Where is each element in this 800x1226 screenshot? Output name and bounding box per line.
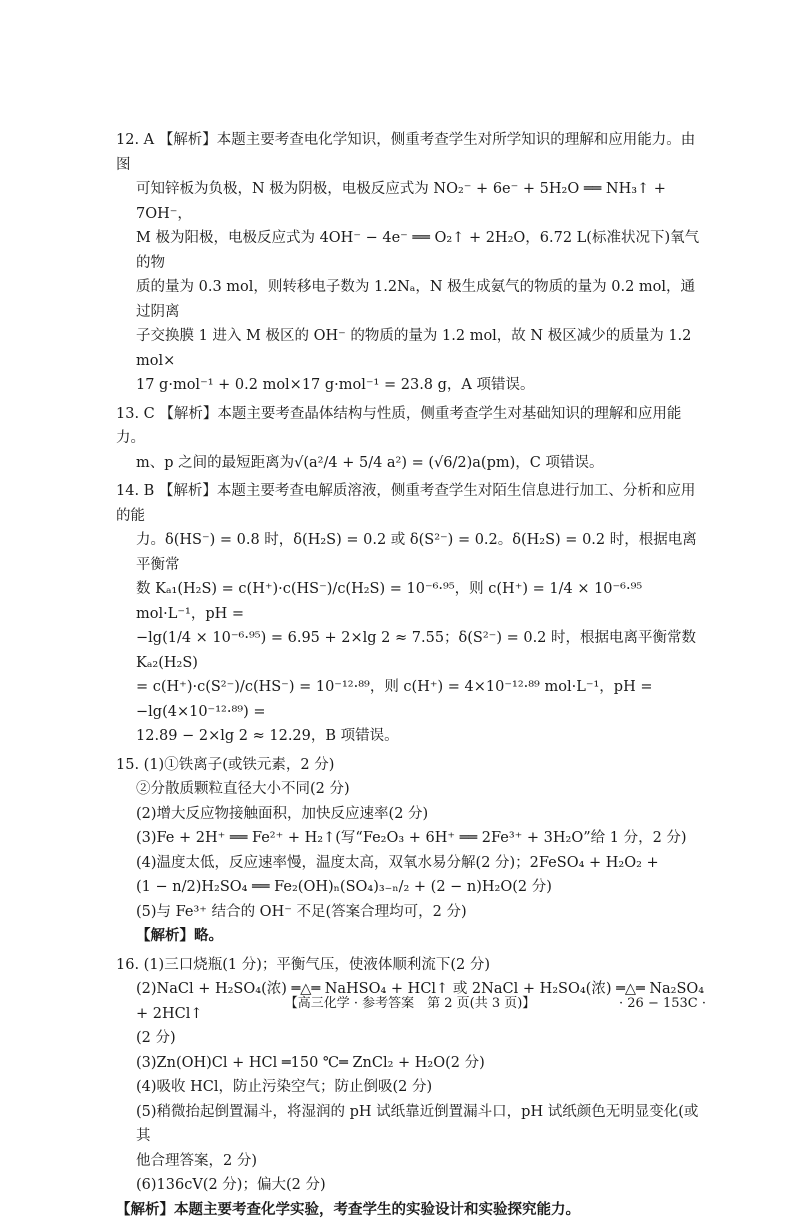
q16-line: (2)NaCl + H₂SO₄(浓) ═△═ NaHSO₄ + HCl↑ 或 2NaCl + H₂SO₄(浓) ═△═ Na₂SO₄ + 2HCl↑ xyxy=(136,981,705,1022)
q15-line: 15. (1)①铁离子(或铁元素，2 分) xyxy=(116,756,335,773)
q13-line: 13. C 【解析】本题主要考查晶体结构与性质，侧重考查学生对基础知识的理解和应用能力。 xyxy=(116,405,682,446)
q16-line: 16. (1)三口烧瓶(1 分)；平衡气压，使液体顺利流下(2 分) xyxy=(116,956,491,973)
question-12-answer xyxy=(116,128,706,398)
page-footer xyxy=(0,992,800,1016)
q13-line: m、p 之间的最短距离为√(a²/4 + 5/4 a²) = (√6/2)a(pm)，C 项错误。 xyxy=(136,454,604,471)
q12-line: 17 g·mol⁻¹ + 0.2 mol×17 g·mol⁻¹ = 23.8 g，A 项错误。 xyxy=(136,377,535,393)
q16-line: (6)136cV(2 分)；偏大(2 分) xyxy=(136,1177,326,1193)
question-14-answer xyxy=(116,479,706,749)
q16-line: (2 分) xyxy=(136,1030,176,1046)
answer-content xyxy=(116,128,706,1226)
q14-line: 数 Kₐ₁(H₂S) = c(H⁺)·c(HS⁻)/c(H₂S) = 10⁻⁶·⁹⁵，则 c(H⁺) = 1/4 × 10⁻⁶·⁹⁵ mol·L⁻¹，pH = xyxy=(136,581,643,622)
q15-line: ②分散质颗粒直径大小不同(2 分) xyxy=(136,781,350,797)
q16-line: 他合理答案，2 分) xyxy=(136,1152,257,1169)
q12-line: 12. A 【解析】本题主要考查电化学知识，侧重考查学生对所学知识的理解和应用能力。由图 xyxy=(116,132,696,173)
q15-analysis: 【解析】略。 xyxy=(136,927,223,944)
q12-line: M 极为阳极，电极反应式为 4OH⁻ − 4e⁻ ══ O₂↑ + 2H₂O，6.72 L(标准状况下)氧气的物 xyxy=(136,230,700,271)
q14-line: 力。δ(HS⁻) = 0.8 时，δ(H₂S) = 0.2 或 δ(S²⁻) = 0.2。δ(H₂S) = 0.2 时，根据电离平衡常 xyxy=(136,532,697,573)
footer-code: · 26 − 153C · xyxy=(619,996,706,1011)
q12-line: 子交换膜 1 进入 M 极区的 OH⁻ 的物质的量为 1.2 mol，故 N 极区减少的质量为 1.2 mol× xyxy=(136,328,692,369)
q15-line: (5)与 Fe³⁺ 结合的 OH⁻ 不足(答案合理均可，2 分) xyxy=(136,903,467,920)
q15-line: (3)Fe + 2H⁺ ══ Fe²⁺ + H₂↑(写“Fe₂O₃ + 6H⁺ ══ 2Fe³⁺ + 3H₂O”给 1 分，2 分) xyxy=(136,830,687,846)
q16-line: (5)稍微抬起倒置漏斗，将湿润的 pH 试纸靠近倒置漏斗口，pH 试纸颜色无明显变化(或其 xyxy=(136,1103,699,1144)
footer-title: 【高三化学 · 参考答案 第 2 页(共 3 页)】 xyxy=(284,996,536,1011)
q12-line: 质的量为 0.3 mol，则转移电子数为 1.2Nₐ，N 极生成氨气的物质的量为 0.2 mol，通过阴离 xyxy=(136,279,696,320)
question-13-answer xyxy=(116,402,706,476)
q12-line: 可知锌板为负极，N 极为阴极，电极反应式为 NO₂⁻ + 6e⁻ + 5H₂O ══ NH₃↑ + 7OH⁻， xyxy=(136,181,666,222)
q16-line: (3)Zn(OH)Cl + HCl ═150 ℃═ ZnCl₂ + H₂O(2 分) xyxy=(136,1054,485,1071)
q14-line: 14. B 【解析】本题主要考查电解质溶液，侧重考查学生对陌生信息进行加工、分析和应用的能 xyxy=(116,483,696,524)
q15-line: (1 − n/2)H₂SO₄ ══ Fe₂(OH)ₙ(SO₄)₃₋ₙ/₂ + (2 − n)H₂O(2 分) xyxy=(136,879,552,895)
q14-line: −lg(1/4 × 10⁻⁶·⁹⁵) = 6.95 + 2×lg 2 ≈ 7.55；δ(S²⁻) = 0.2 时，根据电离平衡常数 Kₐ₂(H₂S) xyxy=(136,630,697,671)
q15-line: (2)增大反应物接触面积，加快反应速率(2 分) xyxy=(136,805,429,822)
question-15-answer xyxy=(116,753,706,949)
q16-analysis: 【解析】本题主要考查化学实验，考查学生的实验设计和实验探究能力。 xyxy=(116,1200,580,1218)
q14-line: 12.89 − 2×lg 2 ≈ 12.29，B 项错误。 xyxy=(136,728,399,744)
q16-line: (4)吸收 HCl，防止污染空气；防止倒吸(2 分) xyxy=(136,1079,433,1095)
q15-line: (4)温度太低，反应速率慢，温度太高，双氧水易分解(2 分)；2FeSO₄ + H₂O₂ + xyxy=(136,854,659,871)
q14-line: = c(H⁺)·c(S²⁻)/c(HS⁻) = 10⁻¹²·⁸⁹，则 c(H⁺) = 4×10⁻¹²·⁸⁹ mol·L⁻¹，pH = −lg(4×10⁻¹²·⁸⁹) = xyxy=(136,679,653,720)
